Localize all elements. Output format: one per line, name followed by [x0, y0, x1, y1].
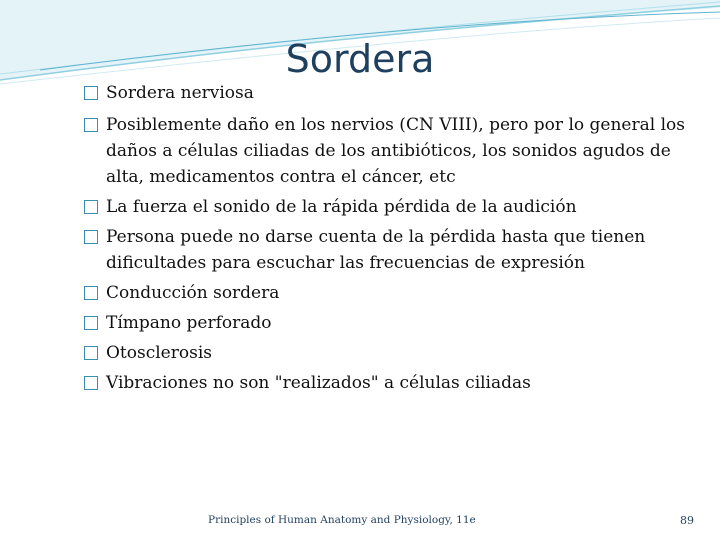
- square-bullet-icon: [84, 86, 98, 100]
- list-item: [84, 310, 704, 336]
- square-bullet-icon: [84, 230, 98, 244]
- square-bullet-icon: [84, 200, 98, 214]
- page-number: 89: [680, 514, 694, 527]
- list-item-text: Posiblemente daño en los nervios (CN VIII), pero por lo general los daños a células ciliadas de los antibióticos, los sonidos agudos de alta, medicamentos contra el cáncer, etc: [106, 115, 685, 187]
- square-bullet-icon: [84, 346, 98, 360]
- slide-title: Sordera: [285, 37, 435, 81]
- list-item-text: Otosclerosis: [106, 343, 212, 363]
- list-item-text: La fuerza el sonido de la rápida pérdida de la audición: [106, 197, 577, 217]
- list-item-text: Tímpano perforado: [106, 313, 272, 333]
- list-item-text: Vibraciones no son "realizados" a células ciliadas: [106, 373, 531, 393]
- square-bullet-icon: [84, 376, 98, 390]
- list-item: [84, 80, 704, 106]
- list-item-text: Persona puede no darse cuenta de la pérdida hasta que tienen dificultades para escuchar las frecuencias de expresión: [106, 227, 646, 273]
- list-item-text: Conducción sordera: [106, 283, 280, 303]
- square-bullet-icon: [84, 118, 98, 132]
- square-bullet-icon: [84, 286, 98, 300]
- list-item: [84, 194, 704, 220]
- list-item: [84, 280, 704, 306]
- list-item-text: Sordera nerviosa: [106, 83, 254, 103]
- list-item: [84, 112, 704, 190]
- square-bullet-icon: [84, 316, 98, 330]
- footer-text: Principles of Human Anatomy and Physiology, 11e: [208, 514, 476, 526]
- list-item: [84, 224, 704, 276]
- bullet-list: [84, 80, 704, 396]
- list-item: [84, 340, 704, 366]
- list-item: [84, 370, 704, 396]
